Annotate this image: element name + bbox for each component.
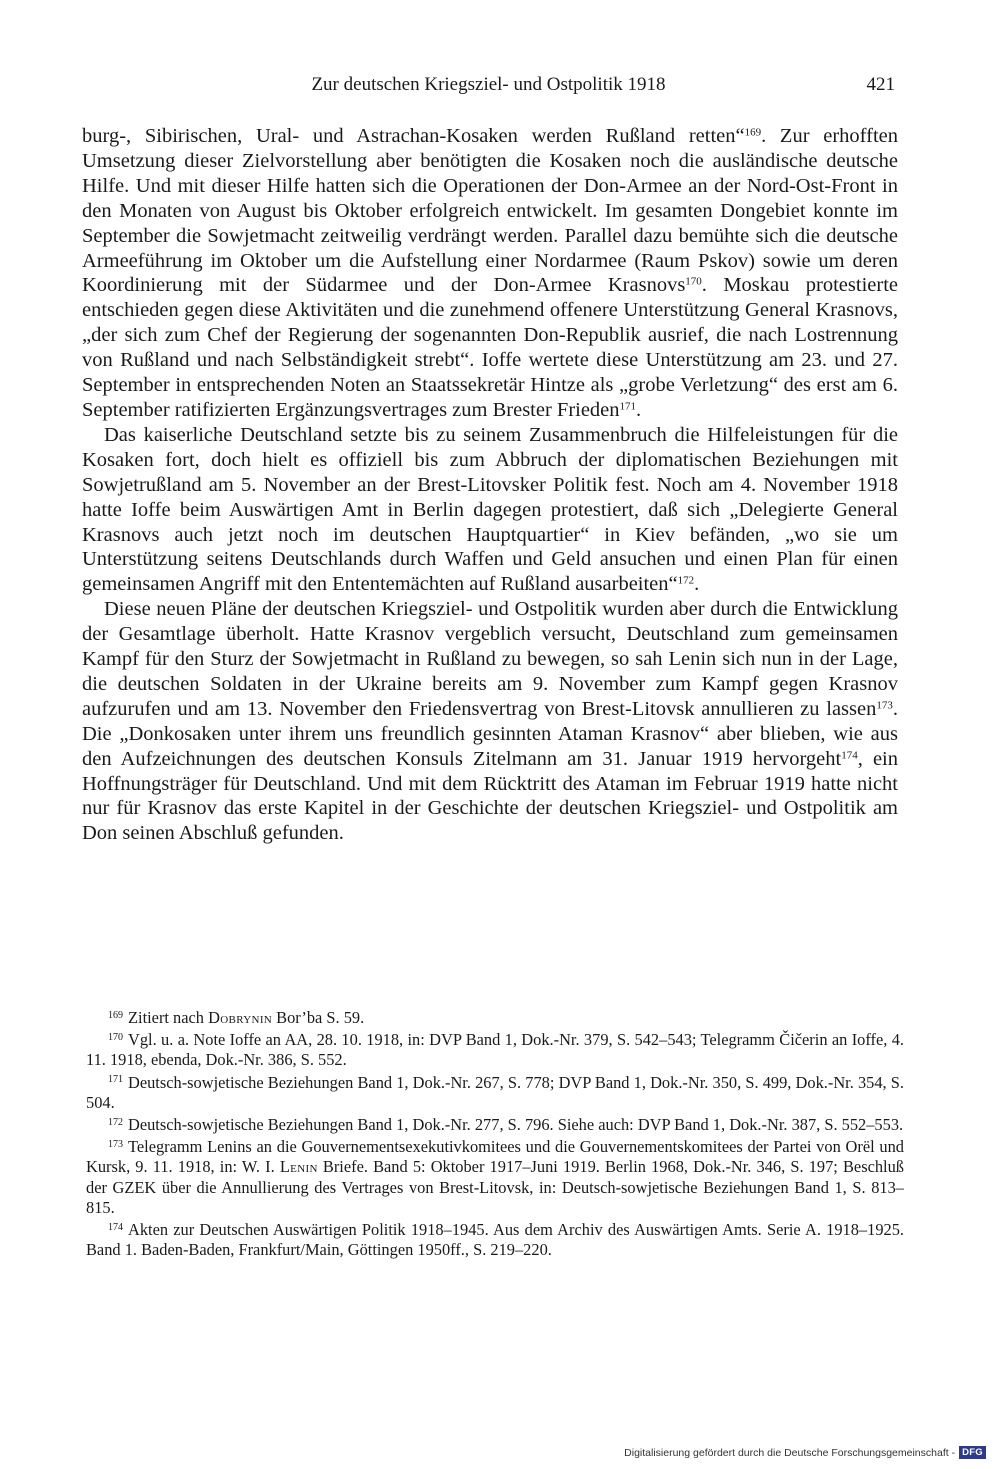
footnote-173 bbox=[86, 1137, 904, 1218]
footnote-number: 170 bbox=[108, 1031, 123, 1043]
text-segment: . bbox=[636, 398, 642, 421]
dfg-logo: DFG bbox=[959, 1446, 986, 1459]
paragraph-1 bbox=[82, 124, 898, 423]
footnote-text: Deutsch-sowjetische Beziehungen Band 1, Dok.-Nr. 267, S. 778; DVP Band 1, Dok.-Nr. 350, S. 499, Dok.-Nr. 354, S. 504. bbox=[86, 1072, 904, 1112]
footnote-text: Telegramm Lenins an die Gouvernementsexekutivkomitees und die Gouvernementskomitees der Partei von Orël und Kursk, 9. 11. 1918, in: W. I. bbox=[86, 1137, 904, 1177]
footnote-text: Akten zur Deutschen Auswärtigen Politik 1918–1945. Aus dem Archiv des Auswärtigen Amts. Serie A. 1918–1925. Band 1. Baden-Baden, Frankfurt/Main, Göttingen 1950ff., S. 219–220. bbox=[86, 1220, 904, 1260]
digitization-credit bbox=[624, 1446, 986, 1459]
running-head bbox=[82, 74, 895, 102]
text-segment: . Moskau protestierte entschieden gegen diese Aktivitäten und die zunehmend offenere Unterstützung General Krasnovs, „der sich zum Chef der Regierung der sogenannten Don-Republik ausrief, die nach Lostrennung von Rußland und nach Selbständigkeit strebt“. Ioffe wertete diese Unterstützung am 23. und 27. September in entsprechenden Noten an Staatssekretär Hintze als „grobe Verletzung“ des erst am 6. September ratifizierten Ergänzungsvertrages zum Brester Frieden bbox=[82, 274, 898, 421]
footnote-ref-172[interactable]: 172 bbox=[677, 574, 695, 587]
paragraph-2 bbox=[82, 423, 898, 597]
text-segment: burg-, Sibirischen, Ural- und Astrachan-Kosaken werden Rußland retten“ bbox=[82, 125, 745, 147]
footnote-ref-173[interactable]: 173 bbox=[876, 699, 893, 712]
footnote-ref-171[interactable]: 171 bbox=[619, 400, 637, 413]
footnote-text: Vgl. u. a. Note Ioffe an AA, 28. 10. 1918, in: DVP Band 1, Dok.-Nr. 379, S. 542–543; Telegramm Čičerin an Ioffe, 4. 11. 1918, ebenda, Dok.-Nr. 386, S. 552. bbox=[86, 1030, 904, 1070]
credit-text: Digitalisierung gefördert durch die Deutsche Forschungsgemeinschaft - bbox=[624, 1446, 956, 1459]
footnote-number: 173 bbox=[108, 1138, 123, 1150]
text-segment: , ein Hoffnungsträger für Deutschland. Und mit dem Rücktritt des Ataman im Februar 1919 hatte nicht nur für Krasnov das erste Kapitel in der Geschichte der deutschen Kriegsziel- und Ostpolitik am Don seinen Abschluß gefunden. bbox=[82, 747, 898, 845]
footnote-170 bbox=[86, 1030, 904, 1070]
footnote-number: 174 bbox=[108, 1221, 123, 1233]
paragraph-3 bbox=[82, 597, 898, 846]
text-segment: . bbox=[694, 573, 700, 596]
text-segment: . Zur erhofften Umsetzung dieser Zielvorstellung aber benötigten die Kosaken noch die ausländische deutsche Hilfe. Und mit dieser Hilfe hatten sich die Operationen der Don-Armee an der Nord-Ost-Front in den Monaten von August bis Oktober erfolgreich entwickelt. Im gesamten Dongebiet konnte im September die Sowjetmacht zeitweilig verdrängt werden. Parallel dazu bemühte sich die deutsche Armeeführung im Oktober um die Aufstellung einer Nordarmee (Raum Pskov) sowie um deren Koordinierung mit der Südarmee und der Don-Armee Krasnovs bbox=[82, 125, 898, 297]
footnote-text: Briefe. Band 5: Oktober 1917–Juni 1919. Berlin 1968, Dok.-Nr. 346, S. 197; Beschluß der GZEK über die Annullierung des Vertrages von Brest-Litovsk, in: Deutsch-sowjetische Beziehungen Band 1, S. 813–815. bbox=[86, 1157, 904, 1217]
footnote-number: 172 bbox=[108, 1116, 123, 1128]
footnote-text: Deutsch-sowjetische Beziehungen Band 1, Dok.-Nr. 277, S. 796. Siehe auch: DVP Band 1, Dok.-Nr. 387, S. 552–553. bbox=[128, 1115, 904, 1135]
footnote-ref-174[interactable]: 174 bbox=[841, 749, 858, 762]
footnotes bbox=[86, 1008, 904, 1262]
text-segment: . Die „Donkosaken unter ihrem uns freundlich gesinnten Ataman Krasnov“ aber blieben, wie aus den Aufzeichnungen des deutschen Konsuls Zitelmann am 31. Januar 1919 hervorgeht bbox=[82, 697, 898, 770]
footnote-172 bbox=[86, 1115, 904, 1135]
text-segment: Das kaiserliche Deutschland setzte bis zu seinem Zusammenbruch die Hilfeleistungen für die Kosaken fort, doch hielt es offiziell bis zum Abbruch der diplomatischen Beziehungen mit Sowjetrußland am 5. November an der Brest-Litovsker Politik fest. Noch am 4. November 1918 hatte Ioffe beim Auswärtigen Amt in Berlin dagegen protestiert, daß sich „Delegierte General Krasnovs auch jetzt noch im deutschen Hauptquartier“ in Kiev befänden, „wo sie um Unterstützung seitens Deutschlands durch Waffen und Geld ansuchen und einen Plan für einen gemeinsamen Angriff mit den Ententemächten auf Rußland ausarbeiten“ bbox=[82, 423, 898, 596]
footnote-author: Dobrynin bbox=[208, 1008, 273, 1027]
footnote-ref-169[interactable]: 169 bbox=[744, 126, 762, 139]
main-text bbox=[82, 124, 898, 846]
footnote-number: 169 bbox=[108, 1009, 123, 1021]
footnote-number: 171 bbox=[108, 1074, 123, 1086]
footnote-ref-170[interactable]: 170 bbox=[685, 275, 702, 288]
running-title: Zur deutschen Kriegsziel- und Ostpolitik 1918 bbox=[311, 74, 666, 95]
footnote-171 bbox=[86, 1073, 904, 1113]
text-segment: Diese neuen Pläne der deutschen Kriegsziel- und Ostpolitik wurden aber durch die Entwicklung der Gesamtlage überholt. Hatte Krasnov vergeblich versucht, Deutschland zum gemeinsamen Kampf für den Sturz der Sowjetmacht in Rußland zu bewegen, so sah Lenin sich nun in der Lage, die deutschen Soldaten in der Ukraine bereits am 9. November zum Kampf gegen Krasnov aufzurufen und am 13. November den Friedensvertrag von Brest-Litovsk annullieren zu lassen bbox=[82, 598, 898, 720]
footnote-author: Lenin bbox=[279, 1157, 318, 1177]
footnote-text: Zitiert nach bbox=[128, 1008, 209, 1027]
footnote-text: Bor’ba S. 59. bbox=[272, 1008, 365, 1027]
footnote-169 bbox=[86, 1008, 904, 1028]
footnote-174 bbox=[86, 1220, 904, 1260]
page-number: 421 bbox=[866, 74, 895, 95]
